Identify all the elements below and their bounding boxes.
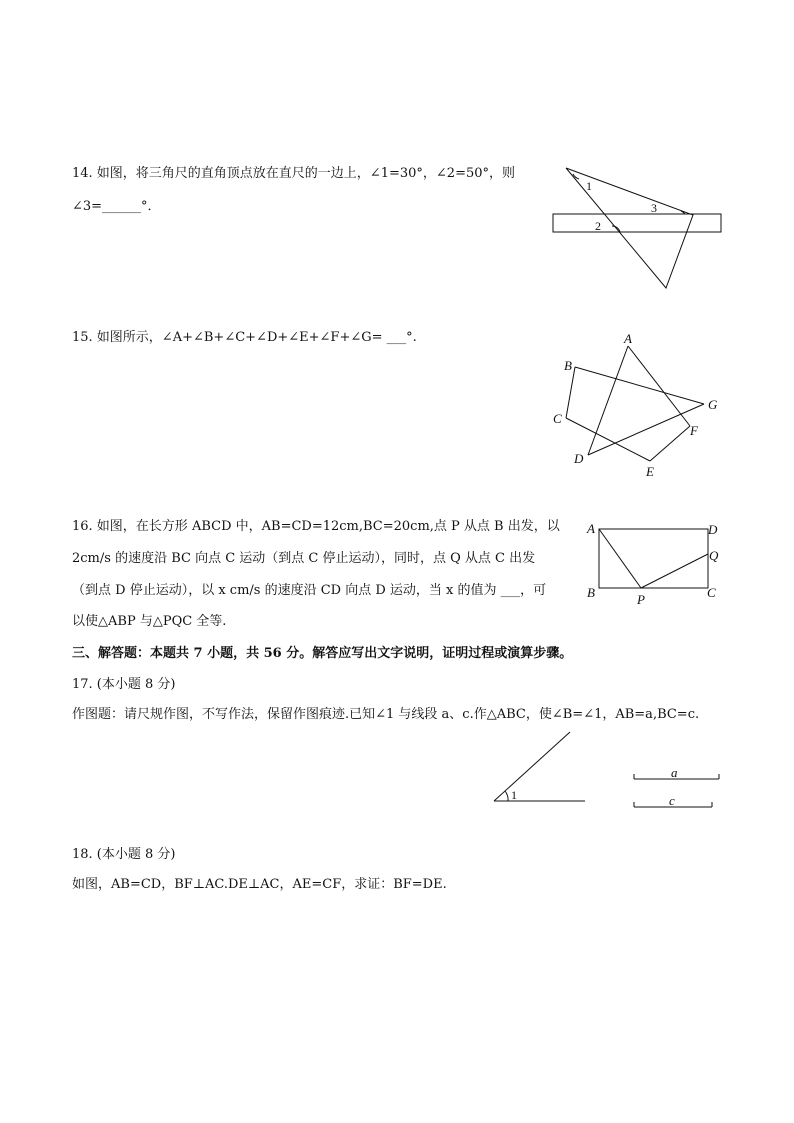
q15-label-D: D (574, 451, 584, 466)
q16-label-P: P (637, 592, 645, 607)
q17-segment-a-label: a (671, 765, 678, 780)
q15-label-F: F (690, 423, 698, 438)
q14-angle-3-label: 3 (651, 201, 657, 215)
q17-angle-figure (490, 728, 590, 806)
q14-line-2: ∠3=______°． (72, 199, 161, 214)
q18-title: 18. (本小题 8 分) (72, 847, 176, 862)
q16-label-A: A (587, 521, 595, 536)
q15-line-1: 15. 如图所示，∠A+∠B+∠C+∠D+∠E+∠F+∠G= ___°. (72, 330, 417, 345)
q15-figure (548, 330, 728, 480)
q15-label-B: B (564, 358, 572, 373)
q16-figure (582, 518, 727, 610)
q16-line-2: 2cm/s 的速度沿 BC 向点 C 运动（到点 C 停止运动），同时，点 Q 从点 C 出发 (72, 551, 536, 566)
q17-angle-1-label: 1 (511, 788, 517, 802)
q16-label-D: D (708, 522, 718, 537)
q16-line-3: （到点 D 停止运动），以 x cm/s 的速度沿 CD 向点 D 运动，当 x 的值为 ___，可 (72, 583, 547, 598)
q16-line-1: 16. 如图，在长方形 ABCD 中，AB=CD=12cm,BC=20cm,点 P 从点 B 出发，以 (72, 519, 560, 534)
q16-label-B: B (587, 585, 595, 600)
q15-label-A: A (624, 331, 632, 346)
section-3-heading: 三、解答题：本题共 7 小题，共 56 分。解答应写出文字说明，证明过程或演算步骤。 (72, 646, 573, 661)
q16-label-Q: Q (709, 548, 719, 563)
q15-label-C: C (553, 411, 562, 426)
q17-segments-figure (628, 764, 728, 814)
q14-figure (548, 162, 728, 294)
q17-title: 17. (本小题 8 分) (72, 677, 176, 692)
q17-segment-c-label: c (669, 793, 675, 808)
q14-line-1: 14. 如图，将三角尺的直角顶点放在直尺的一边上，∠1=30°，∠2=50°，则 (72, 166, 516, 181)
q14-angle-1-label: 1 (586, 179, 592, 193)
q16-line-4: 以使△ABP 与△PQC 全等. (72, 614, 227, 629)
q18-text: 如图，AB=CD，BF⊥AC.DE⊥AC，AE=CF，求证：BF=DE. (72, 877, 447, 892)
q14-angle-2-label: 2 (595, 219, 601, 233)
q16-label-C: C (707, 585, 716, 600)
q15-label-E: E (646, 464, 654, 479)
q15-label-G: G (708, 397, 718, 412)
q17-text: 作图题：请尺规作图，不写作法，保留作图痕迹.已知∠1 与线段 a、c.作△ABC，使∠B=∠1，AB=a,BC=c. (72, 707, 700, 722)
